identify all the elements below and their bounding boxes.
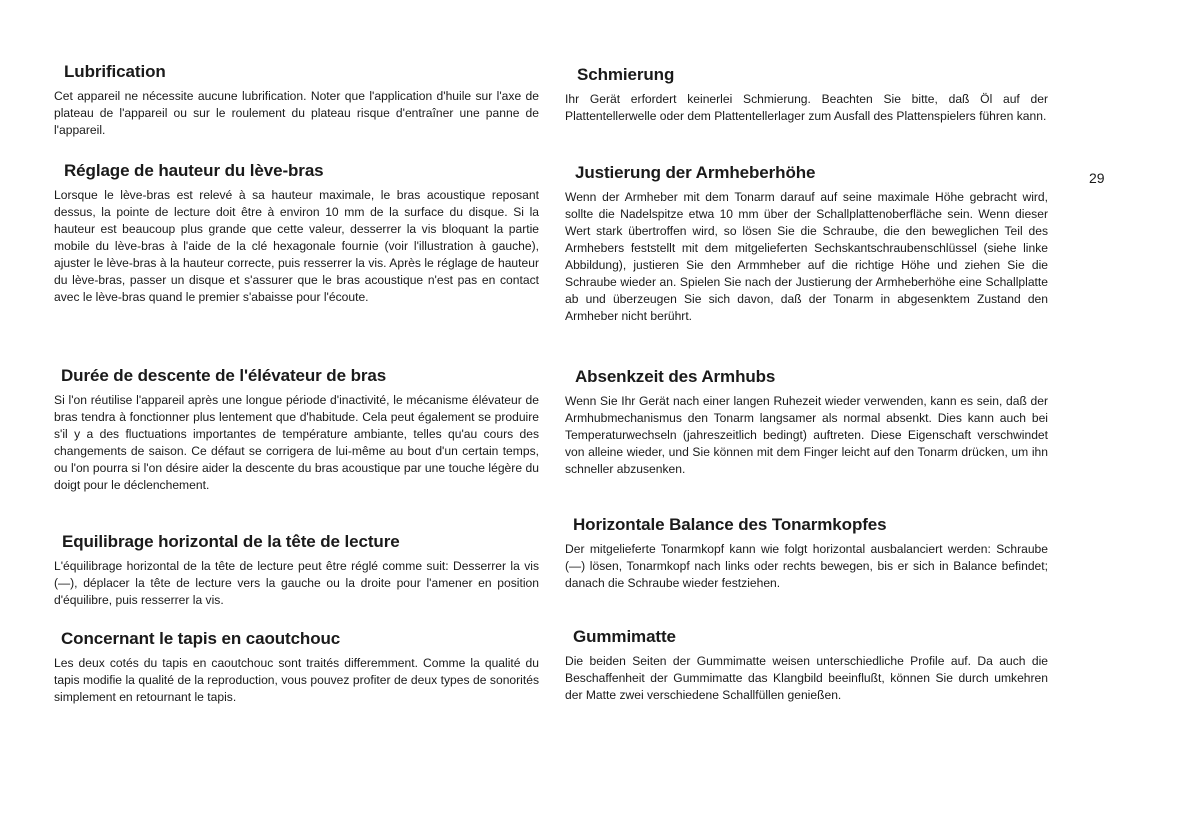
section-title: Lubrification	[64, 62, 166, 81]
section-gummimatte	[565, 627, 1048, 704]
section-justierung	[565, 163, 1048, 325]
section-body: Les deux cotés du tapis en caoutchouc sont traités differemment. Comme la qualité du tapis modifie la qualité de la reproduction, vous pouvez profiter de deux types de sonorités simplement en retournant le tapis.	[54, 656, 539, 704]
section-schmierung	[565, 65, 1048, 125]
section-title: Absenkzeit des Armhubs	[575, 367, 776, 386]
section-body: Die beiden Seiten der Gummimatte weisen unterschiedliche Profile auf. Da auch die Beschaffenheit der Gummimatte das Klangbild beeinflußt, können Sie durch umkehren der Matte zwei verschiedene Schallfüllen genießen.	[565, 654, 1048, 702]
section-body: Wenn der Armheber mit dem Tonarm darauf auf seine maximale Höhe gebracht wird, sollte die Nadelspitze etwa 10 mm über der Schallplattenoberfläche sein. Wenn dieser Wert stark übertroffen wird, so lösen Sie die Schraube, die den beweglichen Teil des Armhebers feststellt mit dem mitgelieferten Sechskantschraubenschlüssel (siehe linke Abbildung), justieren Sie den Armmheber auf die richtige Höhe und ziehen Sie die Schraube wieder an. Spielen Sie nach der Justierung der Armheberhöhe eine Schallplatte ab und überzeugen Sie sich davon, daß der Tonarm in abgesenktem Zustand den Armheber nicht berührt.	[565, 190, 1048, 323]
section-body: Wenn Sie Ihr Gerät nach einer langen Ruhezeit wieder verwenden, kann es sein, daß der Armhubmechanismus den Tonarm langsamer als normal absenkt. Dies kann auch bei Temperaturwechseln (jahreszeitlich bedingt) auftreten. Diese Eigenschaft verschwindet von alleine wieder, und Sie können mit dem Finger leicht auf den Tonarm drücken, um ihn schneller abzusenken.	[565, 394, 1048, 476]
section-title: Horizontale Balance des Tonarmkopfes	[573, 515, 887, 534]
page-number: 29	[1089, 170, 1105, 186]
section-body: Ihr Gerät erfordert keinerlei Schmierung. Beachten Sie bitte, daß Öl auf der Plattentellerwelle oder dem Plattentellerlager zum Ausfall des Plattenspielers führen kann.	[565, 92, 1048, 123]
section-body: Cet appareil ne nécessite aucune lubrification. Noter que l'application d'huile sur l'axe de plateau de l'appareil ou sur le roulement du plateau risque d'entraîner une panne de l'appareil.	[54, 89, 539, 137]
section-reglage-hauteur	[54, 161, 539, 306]
section-title: Schmierung	[577, 65, 675, 84]
section-body: Lorsque le lève-bras est relevé à sa hauteur maximale, le bras acoustique reposant dessus, la pointe de lecture doit être à environ 10 mm de la surface du disque. Si la hauteur est beaucoup plus grande que cette valeur, desserrer la vis bloquant la partie mobile du lève-bras à l'aide de la clé hexagonale fournie (voir l'illustration à gauche), ajuster le lève-bras à la hauteur correcte, puis resserrer la vis. Après le réglage de hauteur du lève-bras, passer un disque et s'assurer que le bras acoustique n'est pas en contact avec le lève-bras quand le premier s'abaisse pour l'écoute.	[54, 188, 539, 304]
section-body: Der mitgelieferte Tonarmkopf kann wie folgt horizontal ausbalanciert werden: Schraube (—) lösen, Tonarmkopf nach links oder rechts bewegen, bis er sich in Balance befindet; danach die Schraube wieder festziehen.	[565, 542, 1048, 590]
section-title: Durée de descente de l'élévateur de bras	[61, 366, 387, 385]
section-tapis	[54, 629, 539, 706]
section-title: Concernant le tapis en caoutchouc	[61, 629, 341, 648]
section-body: Si l'on réutilise l'appareil après une longue période d'inactivité, le mécanisme élévateur de bras tendra à fonctionner plus lentement que d'habitude. Cela peut également se produire s'il y a des fluctuations importantes de température ambiante, telles qu'au cours des changements de saison. Ce défaut se corrigera de lui-même au bout d'un certain temps, ou l'on pourra si l'on désire aider la descente du bras acoustique par une touche légère du doigt pour le déclenchement.	[54, 393, 539, 492]
section-duree-descente	[54, 366, 539, 494]
section-body: L'équilibrage horizontal de la tête de lecture peut être réglé comme suit: Desserrer la vis (—), déplacer la tête de lecture vers la gauche ou la droite pour l'amener en position d'équilibre, puis resserrer la vis.	[54, 559, 539, 607]
section-absenkzeit	[565, 367, 1048, 478]
section-lubrification	[54, 62, 539, 139]
section-title: Justierung der Armheberhöhe	[575, 163, 816, 182]
section-equilibrage	[54, 532, 539, 609]
section-title: Gummimatte	[573, 627, 676, 646]
section-title: Equilibrage horizontal de la tête de lecture	[62, 532, 400, 551]
section-horizontale-balance	[565, 515, 1048, 592]
section-title: Réglage de hauteur du lève-bras	[64, 161, 324, 180]
